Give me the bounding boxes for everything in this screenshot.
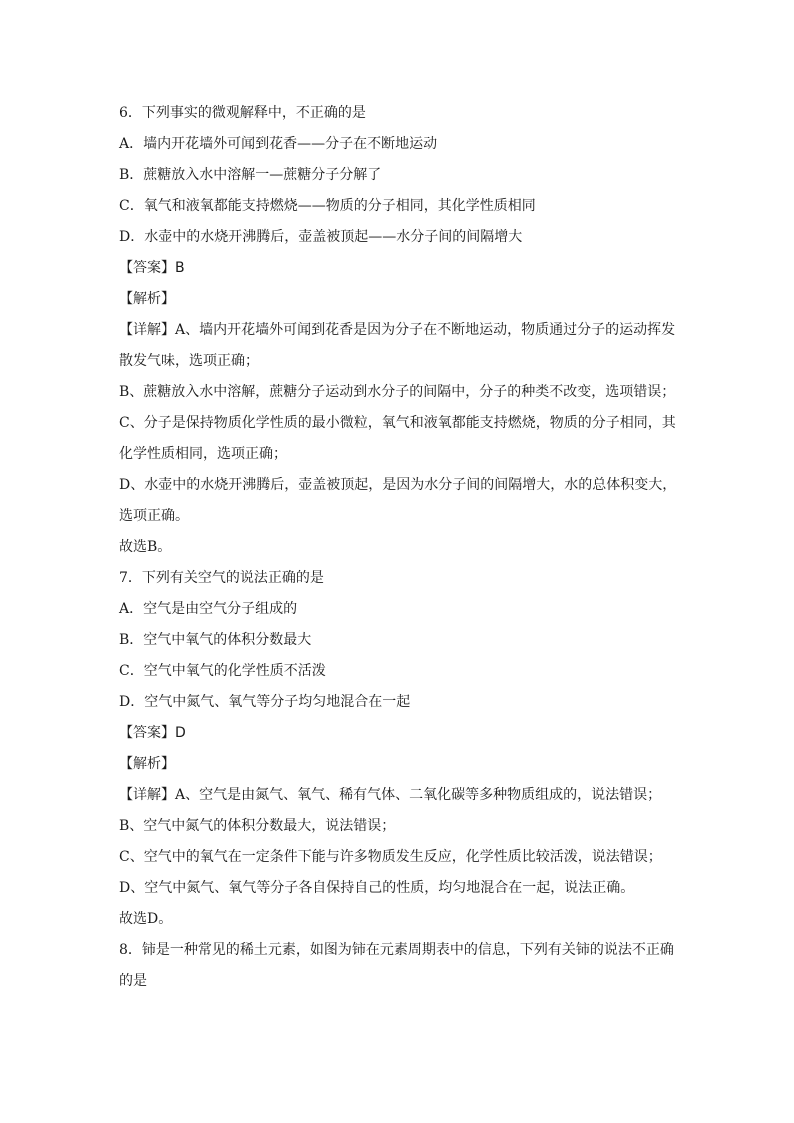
detail-line: D、空气中氮气、氧气等分子各自保持自己的性质，均匀地混合在一起，说法正确。: [119, 880, 635, 896]
conclusion: 故选B。: [119, 539, 172, 555]
detail-line: B、空气中氮气的体积分数最大，说法错误；: [119, 818, 396, 834]
option-d: D．水壶中的水烧开沸腾后，壶盖被顶起——水分子间的间隔增大: [119, 229, 523, 245]
detail-line: 选项正确。: [119, 508, 189, 524]
option-c: C．空气中氧气的化学性质不活泼: [119, 663, 326, 679]
option-a: A．空气是由空气分子组成的: [119, 601, 298, 617]
question-6: [119, 98, 679, 563]
answer-label: 【答案】B: [119, 260, 185, 276]
detail-line: D、水壶中的水烧开沸腾后，壶盖被顶起，是因为水分子间的间隔增大，水的总体积变大，: [119, 477, 677, 493]
detail-line: 【详解】A、空气是由氮气、氧气、稀有气体、二氧化碳等多种物质组成的，说法错误；: [119, 787, 662, 803]
question-stem: 8．铈是一种常见的稀土元素，如图为铈在元素周期表中的信息，下列有关铈的说法不正确: [119, 942, 674, 958]
question-stem: 7．下列有关空气的说法正确的是: [119, 570, 324, 586]
option-d: D．空气中氮气、氧气等分子均匀地混合在一起: [119, 694, 411, 710]
detail-line: 散发气味，选项正确；: [119, 353, 259, 369]
question-stem-continued: 的是: [119, 973, 147, 989]
option-b: B．蔗糖放入水中溶解一—蔗糖分子分解了: [119, 167, 382, 183]
detail-line: 【详解】A、墙内开花墙外可闻到花香是因为分子在不断地运动，物质通过分子的运动挥发: [119, 322, 676, 338]
question-8: [119, 935, 679, 997]
conclusion: 故选D。: [119, 911, 173, 927]
analysis-label: 【解析】: [119, 756, 175, 772]
detail-line: C、分子是保持物质化学性质的最小微粒，氧气和液氧都能支持燃烧，物质的分子相同，其: [119, 415, 676, 431]
question-7: [119, 563, 679, 935]
detail-line: C、空气中的氧气在一定条件下能与许多物质发生反应，化学性质比较活泼，说法错误；: [119, 849, 662, 865]
document-page: [119, 98, 679, 997]
option-a: A．墙内开花墙外可闻到花香——分子在不断地运动: [119, 136, 438, 152]
detail-line: B、蔗糖放入水中溶解，蔗糖分子运动到水分子的间隔中，分子的种类不改变，选项错误；: [119, 384, 676, 400]
detail-line: 化学性质相同，选项正确；: [119, 446, 287, 462]
analysis-label: 【解析】: [119, 291, 175, 307]
option-c: C．氧气和液氧都能支持燃烧——物质的分子相同，其化学性质相同: [119, 198, 536, 214]
option-b: B．空气中氧气的体积分数最大: [119, 632, 312, 648]
question-stem: 6．下列事实的微观解释中，不正确的是: [119, 105, 366, 121]
answer-label: 【答案】D: [119, 725, 186, 741]
